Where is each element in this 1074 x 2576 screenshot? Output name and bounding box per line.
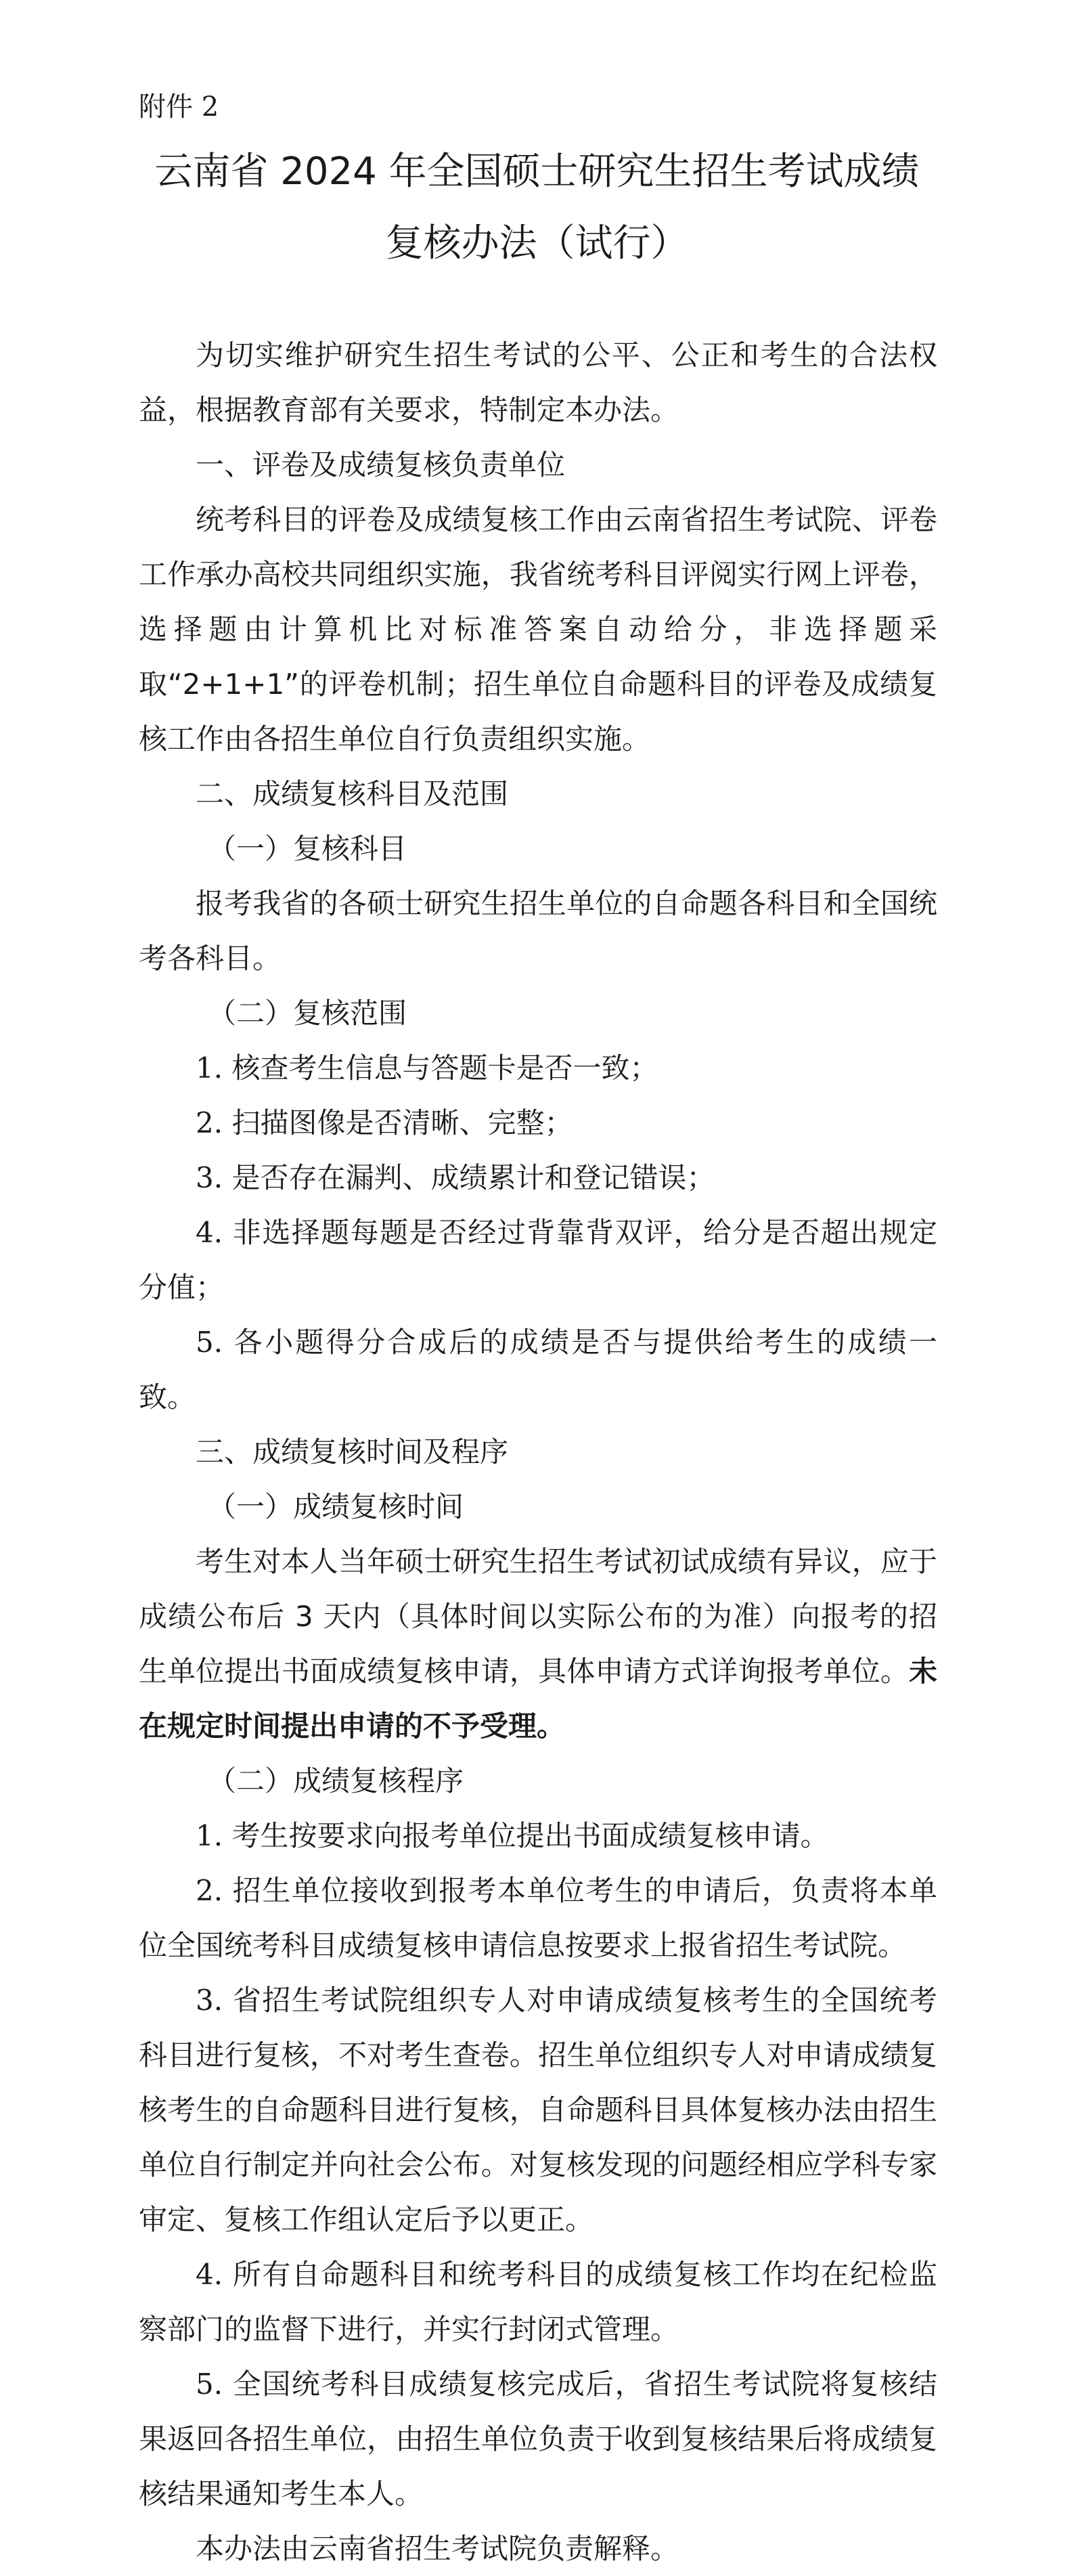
item-number: 4. bbox=[196, 1216, 223, 1249]
procedure-item-1 bbox=[139, 1808, 937, 1863]
section-2-subheading-2: （二）复核范围 bbox=[208, 997, 407, 1030]
item-text: 非选择题每题是否经过背靠背双评，给分是否超出规定分值； bbox=[139, 1216, 937, 1304]
review-scope-item-2 bbox=[139, 1095, 937, 1150]
annex-label: 附件 2 bbox=[139, 91, 219, 123]
item-number: 4. bbox=[196, 2258, 223, 2291]
document-title-line-2: 复核办法（试行） bbox=[385, 221, 689, 265]
review-deadline-warning: 未在规定时间提出申请的不予受理。 bbox=[139, 1655, 937, 1743]
item-text: 全国统考科目成绩复核完成后，省招生考试院将复核结果返回各招生单位，由招生单位负责于收到复核结果后将成绩复核结果通知考生本人。 bbox=[139, 2367, 937, 2510]
item-number: 5. bbox=[196, 1326, 223, 1359]
closing-paragraph: 本办法由云南省招生考试院负责解释。 bbox=[196, 2532, 679, 2565]
item-number: 2. bbox=[196, 1106, 223, 1139]
item-number: 1. bbox=[196, 1051, 223, 1085]
procedure-item-5 bbox=[139, 2357, 937, 2521]
document-body bbox=[139, 328, 937, 2576]
item-number: 1. bbox=[196, 1819, 223, 1852]
section-1-heading: 一、评卷及成绩复核负责单位 bbox=[196, 448, 566, 481]
procedure-item-3 bbox=[139, 1973, 937, 2247]
review-scope-item-1 bbox=[139, 1041, 937, 1095]
section-3-heading: 三、成绩复核时间及程序 bbox=[196, 1435, 509, 1468]
document-title-line-1: 云南省 2024 年全国硕士研究生招生考试成绩 bbox=[154, 150, 920, 194]
item-number: 5. bbox=[196, 2367, 223, 2401]
item-text: 招生单位接收到报考本单位考生的申请后，负责将本单位全国统考科目成绩复核申请信息按要求上报省招生考试院。 bbox=[139, 1874, 937, 1962]
review-time-text: 考生对本人当年硕士研究生招生考试初试成绩有异议，应于成绩公布后 3 天内（具体时间以实际公布的为准）向报考的招生单位提出书面成绩复核申请，具体申请方式详询报考单位。 bbox=[139, 1545, 937, 1688]
section-2-heading: 二、成绩复核科目及范围 bbox=[196, 777, 509, 810]
item-text: 是否存在漏判、成绩累计和登记错误； bbox=[231, 1161, 715, 1194]
section-3-subheading-2: （二）成绩复核程序 bbox=[208, 1764, 464, 1797]
item-number: 3. bbox=[196, 1161, 223, 1194]
item-text: 省招生考试院组织专人对申请成绩复核考生的全国统考科目进行复核，不对考生查卷。招生单位组织专人对申请成绩复核考生的自命题科目进行复核，自命题科目具体复核办法由招生单位自行制定并向社会公布。对复核发现的问题经相应学科专家审定、复核工作组认定后予以更正。 bbox=[139, 1984, 937, 2236]
review-scope-item-4 bbox=[139, 1205, 937, 1315]
section-1-body: 统考科目的评卷及成绩复核工作由云南省招生考试院、评卷工作承办高校共同组织实施，我省统考科目评阅实行网上评卷，选择题由计算机比对标准答案自动给分，非选择题采取“2+1+1”的评卷机制；招生单位自命题科目的评卷及成绩复核工作由各招生单位自行负责组织实施。 bbox=[139, 503, 937, 756]
item-text: 所有自命题科目和统考科目的成绩复核工作均在纪检监察部门的监督下进行，并实行封闭式管理。 bbox=[139, 2258, 937, 2346]
item-number: 3. bbox=[196, 1984, 223, 2017]
item-text: 考生按要求向报考单位提出书面成绩复核申请。 bbox=[231, 1819, 829, 1852]
section-2-sub-1-body: 报考我省的各硕士研究生招生单位的自命题各科目和全国统考各科目。 bbox=[139, 887, 937, 975]
procedure-item-4 bbox=[139, 2247, 937, 2357]
item-text: 各小题得分合成后的成绩是否与提供给考生的成绩一致。 bbox=[139, 1326, 937, 1414]
item-number: 2. bbox=[196, 1874, 223, 1907]
item-text: 核查考生信息与答题卡是否一致； bbox=[231, 1051, 658, 1085]
intro-paragraph: 为切实维护研究生招生考试的公平、公正和考生的合法权益，根据教育部有关要求，特制定本办法。 bbox=[139, 339, 937, 427]
review-scope-item-3 bbox=[139, 1150, 937, 1205]
review-scope-item-5 bbox=[139, 1315, 937, 1424]
section-3-subheading-1: （一）成绩复核时间 bbox=[208, 1490, 464, 1523]
procedure-item-2 bbox=[139, 1863, 937, 1973]
section-3-sub-1-body bbox=[139, 1534, 937, 1753]
section-2-subheading-1: （一）复核科目 bbox=[208, 832, 407, 865]
item-text: 扫描图像是否清晰、完整； bbox=[231, 1106, 573, 1139]
